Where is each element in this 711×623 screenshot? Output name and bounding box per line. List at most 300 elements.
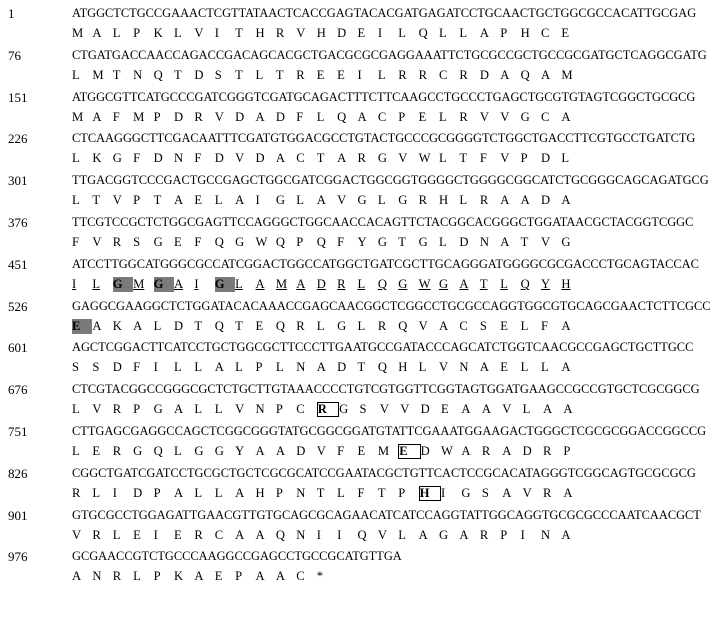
amino-acid-residue: T [398, 235, 406, 249]
amino-acid-residue: A [561, 527, 571, 542]
nucleotide-position: 1 [8, 6, 15, 21]
amino-acid-residue: V [72, 527, 82, 542]
amino-acid-residue: V [296, 26, 306, 40]
amino-acid-residue: A [255, 569, 265, 584]
amino-acid-residue: K [112, 318, 122, 333]
amino-acid-residue: C [214, 527, 224, 542]
amino-acid-residue: Q [398, 318, 408, 333]
amino-acid-residue: I [153, 360, 158, 375]
nucleotide-position: 226 [8, 131, 28, 147]
amino-acid-residue: T [459, 151, 468, 166]
amino-acid-residue: V [479, 109, 489, 124]
amino-acid-residue: G [337, 318, 347, 333]
amino-acid-residue: D [459, 235, 469, 249]
amino-acid-residue: P [563, 444, 571, 458]
amino-acid-residue: N [255, 402, 265, 417]
amino-acid-residue: A [337, 151, 347, 166]
amino-acid-residue: M [275, 276, 288, 291]
amino-acid-residue: T [479, 276, 488, 291]
amino-acid-residue: F [296, 109, 304, 124]
amino-acid-residue: A [500, 193, 510, 208]
amino-acid-residue: R [481, 444, 491, 458]
amino-acid-residue: T [235, 67, 243, 82]
amino-acid-residue: A [255, 444, 265, 458]
amino-acid-residue: L [561, 151, 570, 166]
nucleotide-position: 526 [8, 298, 28, 314]
amino-acid-line [72, 444, 584, 459]
amino-acid-residue: A [520, 193, 530, 208]
amino-acid-residue: R [92, 527, 101, 542]
amino-acid-residue: L [275, 360, 284, 375]
amino-acid-residue: F [337, 235, 345, 249]
amino-acid-residue: V [92, 235, 102, 249]
dna-sequence-line: CTTGAGCGAGGCCAGCTCGGCGGGTATGCGGCGGATGTATTCGAAATGGAAGACTGGGCTCGCGCGGACCGGCCG [72, 424, 707, 438]
amino-acid-line [72, 110, 584, 125]
amino-acid-residue: G [357, 193, 367, 208]
amino-acid-residue: D [479, 67, 489, 82]
amino-acid-residue: L [194, 402, 203, 417]
amino-acid-residue: R [357, 151, 366, 166]
amino-acid-residue: P [500, 527, 508, 542]
amino-acid-residue: A [561, 109, 571, 124]
amino-acid-residue: G [439, 276, 449, 291]
amino-acid-residue: Q [357, 527, 367, 542]
amino-acid-residue: E [561, 26, 570, 40]
amino-acid-residue: N [173, 151, 184, 166]
amino-acid-residue: P [296, 235, 304, 249]
amino-acid-residue: G [339, 402, 349, 417]
amino-acid-line [72, 569, 584, 584]
amino-acid-line [72, 319, 584, 334]
amino-acid-residue: C [377, 109, 387, 124]
amino-acid-residue: A [481, 402, 491, 417]
amino-acid-residue: D [296, 444, 306, 458]
amino-acid-residue: L [357, 276, 366, 291]
amino-acid-residue: * [316, 569, 323, 584]
amino-acid-residue: Q [316, 235, 326, 249]
amino-acid-residue: A [173, 276, 184, 291]
amino-acid-residue: L [377, 193, 386, 208]
amino-acid-residue: T [316, 151, 325, 166]
amino-acid-residue: N [540, 527, 551, 542]
amino-acid-residue: E [194, 193, 203, 208]
amino-acid-residue: W [418, 276, 431, 291]
amino-acid-residue: E [357, 26, 366, 40]
amino-acid-residue: A [235, 527, 245, 542]
amino-acid-residue: D [337, 26, 347, 40]
amino-acid-residue: V [418, 318, 428, 333]
amino-acid-residue: D [540, 151, 551, 166]
amino-acid-residue: L [337, 485, 345, 500]
amino-acid-residue: W [418, 151, 431, 166]
amino-acid-residue: L [133, 569, 141, 584]
amino-acid-residue: A [235, 485, 245, 500]
amino-acid-residue: A [316, 193, 326, 208]
amino-acid-residue: P [275, 402, 283, 417]
amino-acid-residue: V [439, 360, 449, 375]
amino-acid-residue: A [275, 444, 286, 458]
amino-acid-residue: D [173, 109, 184, 124]
amino-acid-residue: G [398, 193, 408, 208]
dna-sequence-line: CTCAAGGGCTTCGACAATTTCGATGTGGACGCCTGTACTGCCCGCGGGGTCTGGCTGACCTTCGTGCCTGATCTG [72, 131, 696, 146]
nucleotide-position: 976 [8, 549, 28, 565]
amino-acid-line [72, 68, 584, 83]
amino-acid-residue: Q [153, 444, 163, 458]
amino-acid-residue: N [296, 527, 306, 542]
amino-acid-residue: L [439, 109, 447, 124]
amino-acid-residue: D [255, 151, 265, 166]
amino-acid-residue: Q [520, 67, 530, 82]
amino-acid-residue: D [153, 151, 163, 166]
amino-acid-residue: F [357, 485, 365, 500]
amino-acid-residue: L [357, 318, 366, 333]
amino-acid-residue: L [520, 360, 529, 375]
amino-acid-residue: N [459, 360, 469, 375]
amino-acid-residue: V [500, 109, 510, 124]
amino-acid-residue: E [357, 444, 366, 458]
amino-acid-residue: T [173, 67, 182, 82]
amino-acid-residue: F [133, 360, 141, 375]
amino-acid-residue: P [398, 109, 406, 124]
amino-acid-residue: V [316, 444, 326, 458]
amino-acid-residue: K [173, 569, 184, 584]
nucleotide-position: 451 [8, 256, 28, 272]
amino-acid-residue: L [418, 360, 427, 375]
amino-acid-residue: L [194, 485, 203, 500]
amino-acid-residue: S [214, 67, 222, 82]
amino-acid-residue: L [439, 235, 447, 249]
amino-acid-residue: A [502, 485, 512, 500]
amino-acid-residue: M [561, 67, 573, 82]
nucleotide-position: 76 [8, 47, 21, 63]
amino-acid-residue: E [173, 235, 182, 249]
dna-sequence-line: CGGCTGATCGATCCTGCGCTGCTCGCGCATCCGAATACGCTGTTCACTCCGCACATAGGGTCGGCAGTGCGCGCG [72, 465, 696, 480]
amino-acid-residue: L [194, 360, 203, 375]
amino-acid-residue: I [112, 485, 117, 500]
amino-acid-residue: K [153, 26, 163, 40]
amino-acid-residue: P [153, 485, 161, 500]
amino-acid-residue: G [520, 109, 530, 124]
amino-acid-residue: L [296, 193, 304, 208]
amino-acid-residue: A [357, 109, 367, 124]
amino-acid-residue: Y [235, 444, 245, 458]
amino-acid-residue: A [479, 360, 489, 375]
amino-acid-residue: Q [418, 26, 428, 40]
amino-acid-residue: D [420, 402, 430, 417]
amino-acid-residue: A [92, 26, 102, 40]
amino-acid-residue: P [398, 485, 406, 500]
amino-acid-residue: G [461, 485, 471, 500]
amino-acid-residue: V [235, 151, 245, 166]
amino-acid-residue: G [418, 235, 428, 249]
amino-acid-residue: G [133, 444, 143, 458]
amino-acid-residue: F [112, 109, 120, 124]
amino-acid-residue: R [459, 109, 468, 124]
amino-acid-line [72, 193, 584, 208]
amino-acid-residue: R [296, 318, 305, 333]
amino-acid-residue: I [520, 527, 525, 542]
amino-acid-residue: R [72, 485, 81, 500]
amino-acid-residue: G [154, 277, 174, 292]
amino-acid-residue: P [255, 360, 263, 375]
amino-acid-residue: Q [520, 276, 530, 291]
amino-acid-residue: E [418, 109, 427, 124]
amino-acid-residue: Q [377, 360, 387, 375]
amino-acid-residue: V [540, 235, 551, 249]
amino-acid-residue: T [275, 67, 284, 82]
amino-acid-residue: I [357, 67, 362, 82]
amino-acid-residue: R [479, 527, 489, 542]
amino-acid-residue: E [398, 444, 420, 459]
amino-acid-residue: D [214, 151, 224, 166]
amino-acid-residue: L [439, 151, 447, 166]
amino-acid-residue: L [439, 26, 447, 40]
amino-acid-residue: P [153, 569, 161, 584]
amino-acid-residue: E [133, 527, 141, 542]
amino-acid-residue: R [418, 67, 428, 82]
amino-acid-residue: A [502, 444, 512, 458]
amino-acid-line [72, 235, 584, 250]
amino-acid-residue: H [398, 360, 408, 375]
amino-acid-residue: F [337, 444, 345, 458]
nucleotide-position: 751 [8, 424, 28, 439]
amino-acid-residue: A [214, 360, 224, 375]
amino-acid-residue: D [420, 444, 430, 458]
amino-acid-residue: E [72, 319, 92, 334]
amino-acid-residue: L [72, 67, 80, 82]
amino-acid-residue: G [112, 151, 122, 166]
amino-acid-residue: R [112, 569, 122, 584]
amino-acid-residue: P [275, 485, 283, 500]
amino-acid-residue: P [133, 26, 141, 40]
amino-acid-residue: L [540, 360, 549, 375]
amino-acid-residue: G [561, 235, 571, 249]
amino-acid-residue: N [296, 360, 306, 375]
amino-acid-residue: T [316, 485, 325, 500]
amino-acid-residue: R [112, 402, 122, 417]
amino-acid-residue: D [173, 318, 184, 333]
amino-acid-residue: A [540, 67, 551, 82]
amino-acid-residue: T [153, 193, 162, 208]
amino-acid-residue: T [112, 67, 121, 82]
amino-acid-residue: L [173, 444, 182, 458]
amino-acid-residue: V [377, 527, 387, 542]
amino-acid-residue: V [194, 26, 204, 40]
amino-acid-line [72, 528, 584, 543]
amino-acid-residue: V [400, 402, 410, 417]
amino-acid-residue: Q [214, 235, 224, 249]
dna-sequence-line: TTGACGGTCCCGACTGCCGAGCTGGCGATCGGACTGGCGGTGGGGCTGGGGCGGCATCTGCGGGCAGCAGATGCG [72, 173, 709, 188]
amino-acid-residue: P [520, 151, 528, 166]
amino-acid-residue: V [235, 402, 245, 417]
amino-acid-residue: R [194, 109, 203, 124]
amino-acid-residue: T [377, 485, 386, 500]
dna-sequence-line: CTGATGACCAACCAGACCGACAGCACGCTGACGCGCGAGGAAATTCTGCGCCGCTGCCGCGATGCTCAGGCGATG [72, 47, 707, 62]
amino-acid-residue: L [92, 276, 101, 291]
amino-acid-residue: L [316, 318, 325, 333]
amino-acid-residue: Q [275, 235, 286, 249]
amino-acid-residue: L [459, 26, 468, 40]
dna-sequence-line: GCGAACCGTCTGCCCAAGGCCGAGCCTGCCGCATGTTGA [72, 549, 402, 564]
amino-acid-residue: A [479, 26, 489, 40]
amino-acid-residue: I [337, 527, 342, 542]
amino-acid-residue: H [520, 26, 530, 40]
amino-acid-residue: E [500, 360, 508, 375]
amino-acid-residue: I [255, 193, 260, 208]
amino-acid-residue: A [561, 360, 571, 375]
amino-acid-residue: F [194, 235, 202, 249]
amino-acid-residue: V [337, 193, 347, 208]
amino-acid-residue: Q [275, 318, 286, 333]
amino-acid-residue: V [502, 402, 512, 417]
amino-acid-residue: A [194, 569, 204, 584]
amino-acid-residue: D [112, 360, 122, 375]
amino-acid-residue: A [459, 276, 469, 291]
amino-acid-residue: A [563, 402, 573, 417]
amino-acid-residue: G [214, 444, 224, 458]
amino-acid-residue: L [173, 26, 182, 40]
amino-acid-residue: D [275, 109, 286, 124]
dna-sequence-line: CTCGTACGGCCGGGCGCTCTGCTTGTAAACCCCTGTCGTGGTTCGGTAGTGGATGAAGCCGCCGTGCTCGCGGCG [72, 382, 700, 397]
amino-acid-residue: D [133, 485, 143, 500]
amino-acid-residue: R [459, 67, 468, 82]
amino-acid-residue: V [214, 109, 224, 124]
amino-acid-residue: A [92, 318, 102, 333]
amino-acid-residue: A [173, 485, 184, 500]
amino-acid-residue: A [461, 444, 471, 458]
amino-acid-residue: A [418, 527, 428, 542]
amino-acid-residue: F [133, 151, 141, 166]
amino-acid-residue: G [439, 527, 449, 542]
nucleotide-position: 301 [8, 173, 28, 189]
amino-acid-residue: D [316, 276, 326, 291]
amino-acid-residue: E [255, 318, 264, 333]
amino-acid-line [72, 277, 584, 292]
amino-acid-residue: S [133, 235, 141, 249]
amino-acid-residue: T [92, 193, 101, 208]
amino-acid-residue: C [459, 318, 468, 333]
dna-sequence-line: ATGGCGTTCATGCCCGATCGGGTCGATGCAGACTTTCTTCAAGCCTGCCCTGAGCTGCGTGTAGTCGGCTGCGCG [72, 89, 696, 104]
dna-sequence-line: ATCCTTGGCATGGGCGCCATCGGACTGGCCATGGCTGATCGCTTGCAGGGATGGGGCGCGACCCTGCAGTACCAC [72, 256, 699, 271]
amino-acid-residue: S [72, 360, 80, 375]
amino-acid-residue: L [72, 402, 80, 417]
amino-acid-residue: E [337, 67, 345, 82]
amino-acid-residue: I [72, 276, 77, 291]
amino-acid-residue: H [561, 276, 571, 291]
amino-acid-residue: C [296, 151, 305, 166]
amino-acid-residue: E [214, 569, 223, 584]
amino-acid-residue: N [133, 67, 143, 82]
dna-sequence-line: AGCTCGGACTTCATCCTGCTGGCGCTTCCCTTGAATGCCGATACCCAGCATCTGGTCAACGCCGAGCTGCTTGCC [72, 340, 694, 355]
amino-acid-residue: L [214, 485, 223, 500]
amino-acid-residue: D [540, 193, 551, 208]
amino-acid-residue: G [235, 235, 245, 249]
amino-acid-residue: E [173, 527, 182, 542]
amino-acid-residue: I [194, 276, 199, 291]
amino-acid-residue: Q [377, 276, 387, 291]
amino-acid-residue: V [500, 151, 510, 166]
amino-acid-residue: A [461, 402, 471, 417]
nucleotide-position: 826 [8, 465, 28, 481]
amino-acid-residue: A [561, 193, 571, 208]
amino-acid-residue: M [133, 276, 145, 291]
amino-acid-residue: A [133, 318, 143, 333]
amino-acid-residue: I [441, 485, 446, 500]
amino-acid-residue: P [133, 402, 141, 417]
amino-acid-residue: P [133, 193, 141, 208]
amino-acid-residue: A [235, 193, 245, 208]
amino-acid-residue: S [92, 360, 100, 375]
amino-acid-residue: D [194, 67, 204, 82]
amino-acid-residue: Q [153, 67, 163, 82]
nucleotide-position: 376 [8, 215, 28, 230]
amino-acid-residue: G [153, 402, 163, 417]
amino-acid-residue: L [72, 151, 80, 166]
amino-acid-residue: L [112, 26, 121, 40]
amino-acid-residue: H [316, 26, 326, 40]
amino-acid-residue: C [540, 26, 550, 40]
amino-acid-residue: E [500, 318, 508, 333]
amino-acid-residue: R [194, 527, 203, 542]
nucleotide-position: 151 [8, 89, 28, 105]
amino-acid-residue: L [72, 444, 80, 458]
amino-acid-residue: G [215, 277, 235, 292]
amino-acid-line [72, 486, 584, 501]
amino-acid-residue: V [112, 193, 122, 208]
amino-acid-residue: R [542, 444, 552, 458]
amino-acid-residue: T [357, 360, 366, 375]
dna-sequence-line: GTGCGCCTGGAGATTGAACGTTGTGCAGCGCAGAACATCATCCAGGTATTGGCAGGTGCGCGCCCAATCAACGCT [72, 507, 701, 522]
amino-acid-residue: L [398, 527, 406, 542]
amino-acid-residue: G [113, 277, 133, 292]
amino-acid-residue: V [92, 402, 102, 417]
amino-acid-residue: R [542, 485, 552, 500]
amino-acid-residue: M [92, 67, 104, 82]
dna-sequence-line: GAGGCGAAGGCTCTGGATACACAAACCGAGCAACGGCTCGGCCTGCGCCAGGTGGCGTGCAGCGAACTCTTCGCC [72, 298, 711, 313]
amino-acid-residue: L [316, 109, 325, 124]
amino-acid-residue: D [522, 444, 532, 458]
amino-acid-residue: L [459, 193, 468, 208]
amino-acid-residue: R [112, 444, 122, 458]
amino-acid-residue: Q [337, 109, 347, 124]
amino-acid-residue: G [275, 193, 286, 208]
amino-acid-residue: L [214, 402, 223, 417]
amino-acid-residue: A [255, 109, 265, 124]
amino-acid-residue: W [255, 235, 268, 249]
amino-acid-residue: K [92, 151, 102, 166]
amino-acid-residue: A [255, 276, 265, 291]
amino-acid-residue: P [500, 26, 508, 40]
amino-acid-residue: W [441, 444, 453, 458]
amino-acid-residue: G [377, 235, 387, 249]
dna-sequence-line: TTCGTCCGCTCTGGCGAGTTCCAGGGCTGGCAACCACAGTTCTACGGCACGGGCTGGATAACGCTACGGTCGGC [72, 215, 694, 229]
amino-acid-residue: R [317, 402, 339, 417]
amino-acid-residue: A [563, 485, 573, 500]
amino-acid-residue: F [479, 151, 487, 166]
amino-acid-residue: G [194, 444, 204, 458]
amino-acid-residue: L [255, 67, 264, 82]
amino-acid-residue: N [479, 235, 489, 249]
dna-sequence-line: ATGGCTCTGCCGAAACTCGTTATAACTCACCGAGTACACGATGAGATCCTGCAACTGCTGGCGCCACATTGCGAG [72, 6, 697, 20]
amino-acid-residue: A [92, 109, 102, 124]
amino-acid-residue: L [173, 360, 182, 375]
amino-acid-residue: R [337, 276, 346, 291]
amino-acid-residue: L [235, 360, 243, 375]
amino-acid-residue: L [92, 485, 101, 500]
amino-acid-residue: P [235, 569, 243, 584]
nucleotide-position: 601 [8, 340, 28, 356]
amino-acid-residue: V [379, 402, 389, 417]
